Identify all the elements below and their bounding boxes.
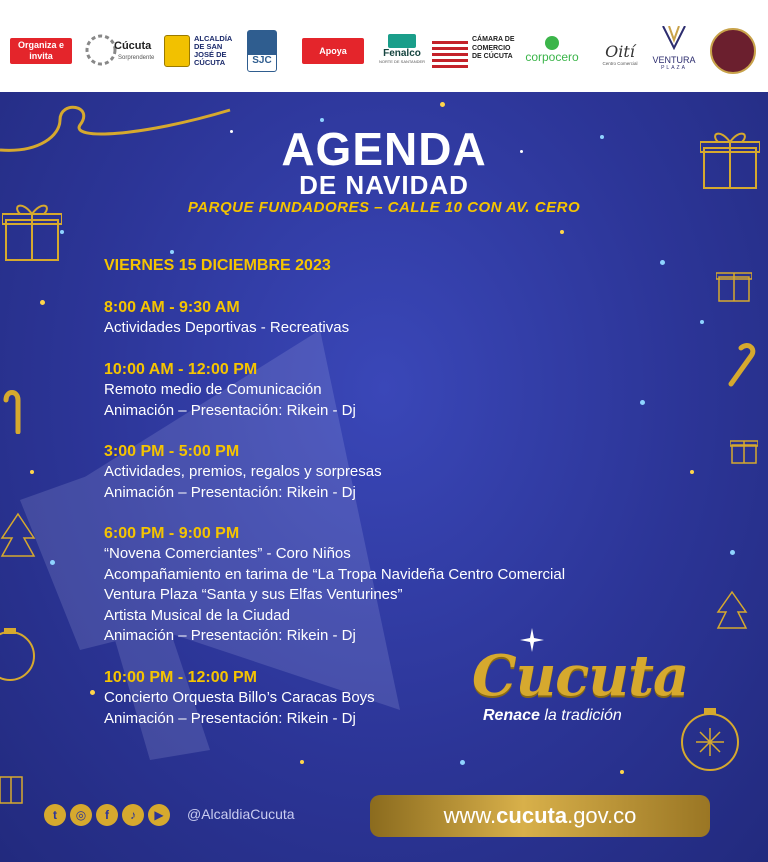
camara-comercio-logo: CÁMARA DE COMERCIO DE CÚCUTA	[432, 34, 514, 74]
event-block	[104, 524, 565, 647]
alcaldia-shield-icon	[164, 35, 190, 67]
brand-tagline	[483, 707, 622, 725]
event-detail: Concierto Orquesta Billo’s Caracas Boys	[104, 689, 375, 706]
web-prefix: www.	[443, 803, 497, 828]
event-time: 3:00 PM - 5:00 PM	[104, 443, 240, 460]
youtube-icon[interactable]: ▶	[148, 804, 170, 826]
social-icons	[44, 804, 170, 826]
event-block	[104, 298, 349, 339]
alcaldia-logo: ALCALDÍA DE SAN JOSÉ DE CÚCUTA	[194, 34, 233, 67]
tagline-rest: la tradición	[539, 707, 622, 724]
event-block	[104, 442, 382, 503]
cucuta-brand-logo: Cucuta	[472, 643, 689, 709]
corpocero-logo: corpocero	[518, 36, 586, 72]
event-time: 10:00 AM - 12:00 PM	[104, 361, 258, 378]
candy-cane-icon	[2, 386, 32, 434]
social-handle[interactable]: @AlcaldiaCucuta	[187, 806, 295, 822]
ventura-plaza-logo: VENTURA PLAZA	[650, 26, 698, 76]
web-suffix: .gov.co	[567, 803, 637, 828]
event-time: 6:00 PM - 9:00 PM	[104, 525, 240, 542]
apoya-badge: Apoya	[302, 38, 364, 64]
event-detail: Acompañamiento en tarima de “La Tropa Navideña Centro Comercial	[104, 565, 566, 583]
web-domain: cucuta	[496, 803, 568, 828]
candy-cane-icon	[725, 342, 761, 388]
cucuta-logo: Cúcuta Sorprendente	[84, 30, 156, 70]
event-detail: Animación – Presentación: Rikein - Dj	[104, 627, 356, 645]
fenalco-logo: Fenalco NORTE DE SANTANDER	[378, 34, 426, 74]
tiktok-icon[interactable]: ♪	[122, 804, 144, 826]
event-time: 10:00 PM - 12:00 PM	[104, 669, 257, 686]
event-detail: Remoto medio de Comunicación	[104, 381, 322, 398]
tree-icon	[714, 590, 750, 636]
gift-icon	[716, 265, 752, 303]
tree-icon	[0, 512, 36, 568]
event-detail: Actividades, premios, regalos y sorpresas	[104, 463, 382, 480]
sjc-logo: SJC	[247, 30, 277, 72]
event-detail: Actividades Deportivas - Recreativas	[104, 319, 350, 336]
gift-icon	[730, 435, 758, 465]
event-detail: “Novena Comerciantes” - Coro Niños	[104, 545, 351, 562]
location-text: PARQUE FUNDADORES – CALLE 10 CON AV. CERO	[187, 199, 581, 216]
agenda-subtitle: DE NAVIDAD	[299, 170, 469, 200]
ornament-icon	[0, 618, 36, 684]
event-detail: Ventura Plaza “Santa y sus Elfas Venturines”	[104, 586, 403, 604]
tagline-bold: Renace	[483, 707, 540, 724]
sponsor-bar	[0, 0, 768, 92]
event-detail: Animación – Presentación: Rikein - Dj	[104, 483, 356, 501]
event-block	[104, 360, 356, 421]
event-block	[104, 668, 375, 729]
oiti-logo: Oití Centro Comercial	[602, 42, 638, 66]
agenda-title: AGENDA	[281, 123, 487, 175]
ventura-plaza-emblem-icon	[659, 26, 689, 50]
instagram-icon[interactable]: ◎	[70, 804, 92, 826]
event-detail: Artista Musical de la Ciudad	[104, 606, 290, 624]
facebook-icon[interactable]: f	[96, 804, 118, 826]
twitter-icon[interactable]: t	[44, 804, 66, 826]
gift-icon	[0, 765, 26, 805]
website-link[interactable]	[370, 795, 710, 837]
cucuta-emblem-icon	[84, 33, 118, 67]
club-seal-logo	[710, 28, 756, 74]
event-detail: Animación – Presentación: Rikein - Dj	[104, 709, 356, 727]
ornament-icon	[678, 698, 742, 774]
organiza-badge: Organiza e invita	[10, 38, 72, 64]
event-time: 8:00 AM - 9:30 AM	[104, 299, 240, 316]
event-date: VIERNES 15 DICIEMBRE 2023	[104, 257, 331, 274]
event-detail: Animación – Presentación: Rikein - Dj	[104, 401, 356, 419]
